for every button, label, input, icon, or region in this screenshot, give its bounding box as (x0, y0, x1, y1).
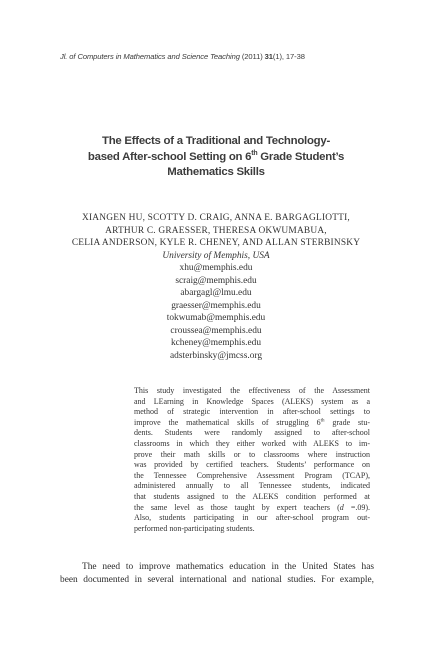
abstract-line: and LEarning in Knowledge Spaces (ALEKS) system as a (134, 396, 370, 406)
body-text (60, 561, 374, 586)
abstract (134, 386, 370, 534)
author-email: croussea@memphis.edu (170, 325, 262, 336)
effect-size-symbol: d (339, 502, 344, 512)
abstract-line: This study investigated the effectiveness of the Assessment (134, 386, 370, 395)
title-line-3: Mathematics Skills (167, 166, 265, 178)
abstract-line: administered annually to all Tennessee students, indicated (134, 481, 370, 491)
abstract-superscript: th (320, 418, 325, 424)
author-line-3: CELIA ANDERSON, KYLE R. CHENEY, AND ALLAN STERBINSKY (71, 238, 361, 248)
abstract-line (134, 503, 370, 514)
abstract-line: method of strategic intervention in after-school settings to (134, 407, 370, 417)
abstract-line: the Tennessee Comprehensive Assessment Program (TCAP), (134, 470, 370, 480)
running-head (60, 52, 390, 61)
author-email: kcheney@memphis.edu (170, 338, 262, 348)
title-line-2-text: based After-school Setting on 6 (87, 150, 252, 163)
journal-issue-pages: (1), 17-38 (272, 52, 305, 61)
abstract-line: dents. Students were randomly assigned to after-school (134, 428, 370, 438)
body-line: The need to improve mathematics education in the United States has (82, 562, 374, 572)
author-email: graesser@memphis.edu (171, 300, 261, 311)
title-line-2-end: Grade Student’s (257, 150, 345, 163)
abstract-line-text: the same level as those taught by expert teachers ( (134, 502, 340, 512)
abstract-line-text: improve the mathematical skills of struggling 6 (134, 417, 321, 427)
journal-name: Jl. of Computers in Mathematics and Science Teaching (60, 52, 240, 61)
abstract-line: prove their math skills or to classrooms where instruction (134, 449, 370, 459)
author-email: tokwumab@memphis.edu (166, 313, 266, 323)
title-line-1: The Effects of a Traditional and Technology- (101, 135, 330, 147)
abstract-line: classrooms in which they either worked with ALEKS to im- (134, 438, 370, 448)
author-line-2: ARTHUR C. GRAESSER, THERESA OKWUMABUA, (105, 225, 327, 236)
abstract-line-end: grade stu- (324, 417, 370, 427)
journal-volume: 31 (264, 52, 273, 61)
body-line: been documented in several international and national studies. For example, (60, 574, 374, 585)
journal-year: (2011) (241, 52, 263, 61)
abstract-line: performed non-participating students. (134, 523, 255, 533)
abstract-line: was provided by certified teachers. Students’ performance on (134, 460, 370, 470)
author-email: scraig@memphis.edu (175, 275, 257, 286)
paper-title (56, 134, 376, 181)
author-email: xhu@memphis.edu (179, 263, 253, 273)
author-email: abargagl@lmu.edu (180, 288, 252, 298)
abstract-line: that students assigned to the ALEKS condition performed at (134, 491, 370, 501)
author-block (30, 212, 402, 362)
author-email: adsterbinsky@jmcss.org (169, 350, 263, 361)
author-line-1: XIANGEN HU, SCOTTY D. CRAIG, ANNA E. BARGAGLIOTTI, (82, 213, 350, 223)
affiliation: University of Memphis, USA (162, 250, 270, 261)
abstract-line: Also, students participating in our after-school program out- (134, 513, 370, 523)
title-line-2 (56, 150, 376, 166)
abstract-line (134, 418, 370, 429)
title-superscript: th (251, 149, 258, 157)
abstract-line-end: =.09). (343, 502, 370, 512)
